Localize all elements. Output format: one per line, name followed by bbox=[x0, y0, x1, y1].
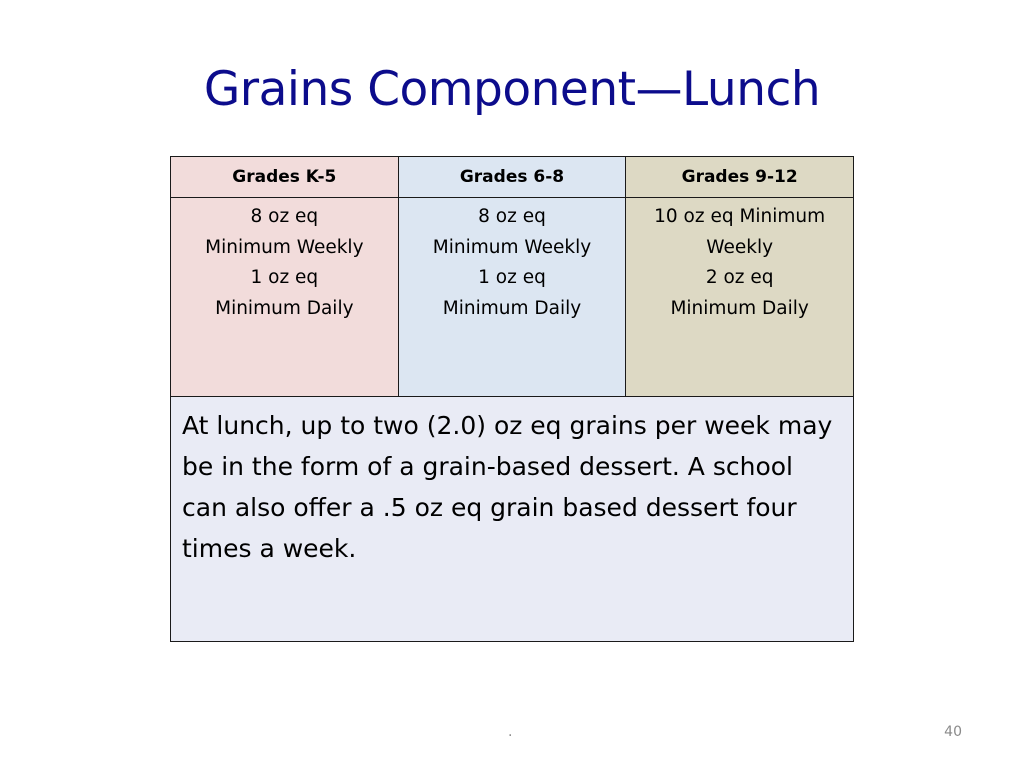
header-row bbox=[171, 157, 854, 198]
header-grades-9-12: Grades 9-12 bbox=[626, 157, 854, 198]
cell-line: Minimum Weekly bbox=[432, 236, 592, 258]
cell-line: Weekly bbox=[706, 236, 774, 258]
cell-line: 8 oz eq bbox=[250, 206, 319, 227]
cell-line: Minimum Daily bbox=[442, 297, 582, 319]
cell-line: Minimum Weekly bbox=[205, 236, 364, 258]
requirements-row bbox=[171, 198, 854, 397]
dessert-note: At lunch, up to two (2.0) oz eq grains per week may be in the form of a grain-based dessert. A school can also offer a .5 oz eq grain based dessert four times a week. bbox=[171, 397, 854, 642]
page-number: 40 bbox=[944, 724, 962, 740]
grains-table bbox=[170, 156, 854, 642]
footer-text: . bbox=[508, 724, 513, 740]
cell-line: 1 oz eq bbox=[250, 267, 319, 288]
cell-line: 2 oz eq bbox=[705, 267, 774, 288]
cell-grades-9-12 bbox=[626, 198, 854, 397]
cell-line: Minimum Daily bbox=[215, 297, 354, 319]
header-grades-k5: Grades K-5 bbox=[171, 157, 399, 198]
slide-title: Grains Component—Lunch bbox=[203, 62, 821, 117]
note-row bbox=[171, 397, 854, 642]
cell-line: 8 oz eq bbox=[478, 206, 546, 227]
cell-grades-6-8 bbox=[398, 198, 626, 397]
cell-line: Minimum Daily bbox=[670, 297, 809, 319]
cell-grades-k5 bbox=[171, 198, 399, 397]
cell-line: 10 oz eq Minimum bbox=[654, 206, 826, 227]
cell-line: 1 oz eq bbox=[478, 267, 546, 288]
header-grades-6-8: Grades 6-8 bbox=[398, 157, 626, 198]
